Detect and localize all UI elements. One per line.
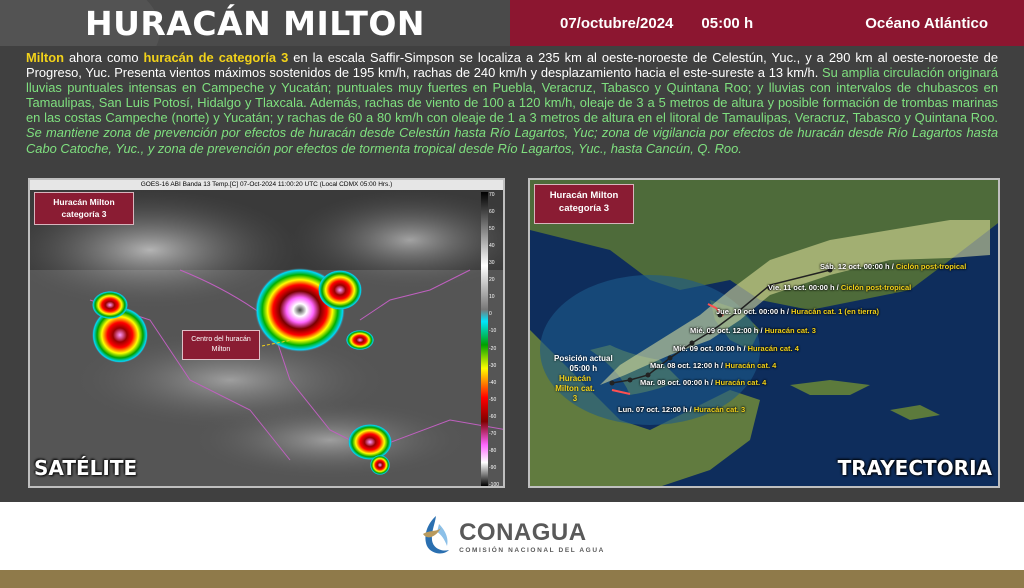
satellite-panel	[28, 178, 505, 488]
bulletin-text	[26, 50, 998, 176]
forecast-point: Mar. 08 oct. 00:00 h / Huracán cat. 4	[640, 378, 767, 387]
colorbar-tick: 70	[489, 192, 495, 198]
colorbar-tick: 20	[489, 277, 495, 284]
forecast-point: Mié. 09 oct. 12:00 h / Huracán cat. 3	[690, 326, 816, 335]
org-subtitle: COMISIÓN NACIONAL DEL AGUA	[459, 546, 605, 554]
header-bar	[0, 0, 1024, 46]
storm-name: Milton	[26, 50, 64, 65]
colorbar-tick: -80	[489, 447, 497, 454]
hurricane-center-callout: Centro del huracán Milton	[182, 330, 260, 360]
colorbar-tick: -40	[489, 379, 497, 386]
temperature-colorbar	[481, 192, 501, 486]
satellite-label: SATÉLITE	[34, 456, 138, 480]
colorbar-tick: 40	[489, 243, 495, 250]
trajectory-badge	[534, 184, 634, 224]
trajectory-panel	[528, 178, 1000, 488]
colorbar-tick: 50	[489, 226, 495, 233]
forecast-point: Lun. 07 oct. 12:00 h / Huracán cat. 3	[618, 405, 746, 414]
current-position-label	[554, 354, 613, 404]
colorbar-tick: -30	[489, 362, 497, 369]
forecast-point: Mar. 08 oct. 12:00 h / Huracán cat. 4	[650, 361, 777, 370]
forecast-point: Vie. 11 oct. 00:00 h / Ciclón post-tropical	[768, 283, 912, 292]
trajectory-badge-category: categoría 3	[558, 203, 610, 214]
satellite-badge	[34, 192, 134, 225]
colorbar-tick: 0	[489, 311, 492, 318]
satellite-badge-title: Huracán Milton	[53, 197, 115, 207]
ocean-name: Océano Atlántico	[865, 14, 988, 32]
forecast-point: Sáb. 12 oct. 00:00 h / Ciclón post-tropical	[820, 262, 967, 271]
colorbar-tick: 10	[489, 294, 495, 301]
colorbar-strip	[481, 192, 488, 486]
bulletin-effects: Su amplia circulación originará lluvias puntuales intensas en Campeche y Yucatán; puntuales muy fuertes en Puebla, Veracruz, Tabasco y Quintana Roo; y lluvias con intervalos de chubascos en Tamaulipas, San Luis Potosí, Hidalgo y Tlaxcala. Además, rachas de viento de 100 a 120 km/h, oleaje de 3 a 5 metros de altura y posible formación de trombas marinas en las costas Campeche (norte) y Yucatán; y rachas de 60 a 80 km/h con oleaje de 1 a 3 metros de altura en el litoral de Tamaulipas, Veracruz, Tabasco y Quintana Roo.	[26, 65, 998, 126]
satellite-caption: GOES-16 ABI Banda 13 Temp.[C] 07-Oct-2024 11:00:20 UTC (Local CDMX 05:00 Hrs.)	[30, 180, 503, 190]
page-title: HURACÁN MILTON	[84, 3, 426, 43]
colorbar-tick: 30	[489, 260, 495, 267]
forecast-point: Mié. 09 oct. 00:00 h / Huracán cat. 4	[673, 344, 799, 353]
trajectory-label: TRAYECTORIA	[837, 456, 992, 480]
colorbar-tick: 60	[489, 209, 495, 216]
forecast-point: Jue. 10 oct. 00:00 h / Huracán cat. 1 (en tierra)	[716, 307, 879, 316]
info-block	[510, 0, 1024, 46]
current-position-title: Posición actual	[554, 354, 613, 363]
colorbar-tick: -70	[489, 430, 497, 437]
org-name: CONAGUA	[459, 518, 587, 546]
footer	[0, 502, 1024, 570]
title-block	[0, 0, 510, 46]
logo-text	[459, 519, 605, 554]
bulletin-warnings: Se mantiene zona de prevención por efectos de huracán desde Celestún hasta Río Lagartos, Yuc; zona de vigilancia por efectos de huracán desde Río Lagartos hasta Cabo Catoche, Yuc., y zona de prevención por efectos de tormenta tropical desde Río Lagartos, Yuc., hasta Cancún, Q. Roo.	[26, 125, 998, 156]
satellite-image	[30, 180, 505, 488]
bulletin-time: 05:00 h	[701, 14, 754, 32]
colorbar-tick: -10	[489, 328, 497, 335]
current-position-storm: Huracán Milton cat. 3	[555, 374, 595, 403]
conagua-logo	[419, 514, 605, 558]
current-position-time: 05:00 h	[569, 364, 598, 373]
satellite-badge-category: categoría 3	[61, 209, 107, 219]
colorbar-tick: -100	[489, 482, 500, 488]
bulletin-date: 07/octubre/2024	[560, 14, 674, 32]
colorbar-tick: -20	[489, 345, 497, 352]
colorbar-tick: -50	[489, 396, 497, 403]
bulletin-part-b: en la escala Saffir-Simpson se localiza a 235 km al oeste-noroeste de Celestún, Yuc., y a 290 km al oeste-noroeste de Progreso, Yuc. Presenta vientos máximos sostenidos de 195 km/h, rachas de 240 km/h y desplazamiento hacia el este-sureste a 13 km/h.	[26, 50, 999, 81]
colorbar-tick: -90	[489, 464, 497, 471]
bulletin-part-a: ahora como	[63, 50, 144, 65]
colorbar-tick: -60	[489, 413, 497, 420]
storm-category: huracán de categoría 3	[143, 50, 289, 65]
trajectory-badge-title: Huracán Milton	[549, 190, 619, 201]
conagua-emblem-icon	[419, 514, 453, 558]
bottom-bar	[0, 570, 1024, 588]
